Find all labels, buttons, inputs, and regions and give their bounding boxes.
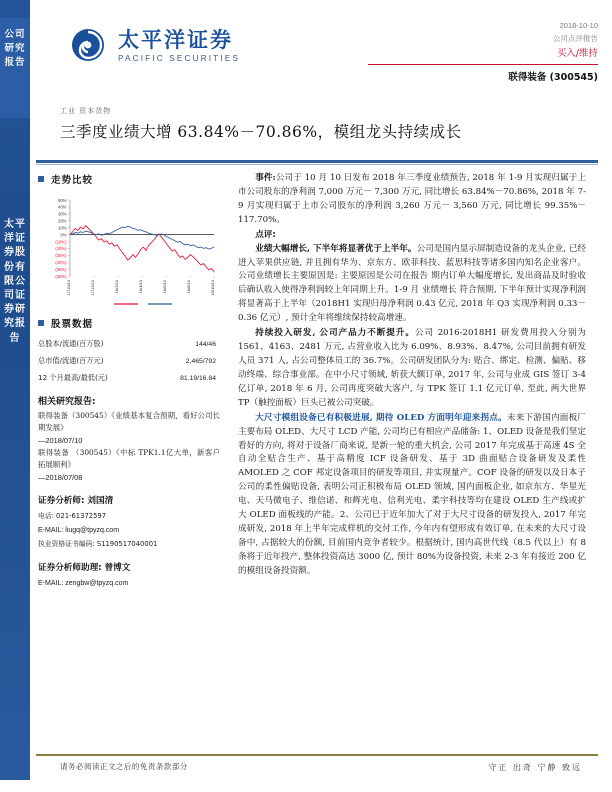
table-row bbox=[38, 336, 216, 353]
analyst-name: 证券分析师: 刘国清 bbox=[38, 495, 114, 506]
footer-divider bbox=[36, 754, 598, 756]
svg-text:(10%): (10%) bbox=[55, 239, 67, 245]
report-type: 公司点评报告 bbox=[553, 33, 598, 43]
svg-text:18/2/10: 18/2/10 bbox=[114, 280, 119, 294]
analyst-license: 执业资格证书编码: S1190517040001 bbox=[38, 539, 158, 548]
svg-text:18/8/10: 18/8/10 bbox=[186, 280, 191, 294]
assistant-email[interactable]: E-MAIL: zengbw@tpyzq.com bbox=[38, 580, 129, 588]
stock-data-section-header bbox=[38, 316, 220, 330]
svg-text:17/12/10: 17/12/10 bbox=[90, 280, 95, 296]
related-report-date: —2018/07/08 bbox=[38, 473, 83, 483]
report-date: 2018-10-10 bbox=[559, 21, 598, 30]
sector-label: 工业 资本货物 bbox=[60, 107, 112, 115]
stock-data-label: 12 个月最高/最低(元) bbox=[38, 372, 108, 382]
table-row bbox=[38, 370, 216, 387]
logo-chinese-name: 太平洋证券 bbox=[118, 27, 233, 52]
paragraph-text: 未来下游国内面板厂主要布局 OLED、大尺寸 LCD 产能, 公司均已有相应产品储备: 1、OLED 设备是我们坚定看好的方向, 将对于设备厂商来说, 是新一轮的重大机会, 公司 2017 年完成基于高速 4S 全自动全贴合生产、基于高精度 ICF 设备研发、基于 3D 曲面贴合设备研发及柔性 AMOLED 之 COF 邦定设备项目的研发等项目, 并实现量产。COF 设备的研发以及日本子公司的柔性偏贴设备, 表明公司正积极布局 OLED 领域, 国内面板企业, 如京东方、华星光电、天马微电子、维信诺、和辉光电、信利光电、柔宇科技等均在建设 OLED 生产线或扩大 OLED 面板线的产能。2、公司已于近年加大了对于大尺寸设备的研发投入, 2017 年完成研发, 2018 年上半年完成样机的交付工作, 今年内有望形成有效订单, 在未来的大尺寸设备中, 占据较大的份额, 目前国内竞争者较少。根据统计, 国内高世代线（8.5 代以上）有 8 条将于近年投产, 整体投资高达 3000 亿, 预计 80%为设备投资, 未来 2-3 年有接近 200 亿的模组设备投资额。 bbox=[238, 412, 586, 576]
analyst-email[interactable]: E-MAIL: liugq@tpyzq.com bbox=[38, 526, 120, 534]
paragraph-lead: 业绩大幅增长, 下半年将显著优于上半年。 bbox=[255, 243, 417, 254]
price-trend-chart bbox=[40, 192, 218, 312]
svg-text:(30%): (30%) bbox=[55, 253, 67, 259]
square-bullet-icon bbox=[38, 320, 44, 326]
title-divider-thin bbox=[36, 164, 598, 165]
report-header-meta bbox=[368, 20, 598, 83]
logo-text bbox=[118, 27, 240, 63]
square-bullet-icon bbox=[38, 176, 44, 182]
svg-text:50%: 50% bbox=[58, 197, 67, 203]
svg-text:18/6/10: 18/6/10 bbox=[162, 280, 167, 294]
table-row bbox=[38, 353, 216, 370]
svg-text:40%: 40% bbox=[58, 204, 67, 210]
paragraph-lead: 事件: bbox=[255, 173, 276, 183]
paragraph-text: 公司于 10 月 10 日发布 2018 年三季度业绩预告, 2018 年 1-9 月实现归属于上市公司股东的净利润 7,000 万元－ 7,300 万元, 同比增长 63.84%－70.86%, 2018 年 7-9 月实现归属于上市公司股东的净利润 3,260 万元－ 3,560 万元, 同比增长 99.35%－117.70%。 bbox=[238, 173, 586, 225]
stock-data-label: 总市值/流通(百万元) bbox=[38, 356, 104, 366]
svg-text:30%: 30% bbox=[58, 211, 67, 217]
svg-text:0%: 0% bbox=[60, 232, 67, 238]
logo-english-name: PACIFIC SECURITIES bbox=[118, 53, 241, 64]
bottom-margin bbox=[0, 780, 612, 792]
paragraph-event bbox=[238, 172, 586, 228]
svg-text:10%: 10% bbox=[58, 225, 67, 231]
paragraph-text: 公司是国内显示屏制造设备的龙头企业, 已经进入苹果供应链, 并且拥有华为、京东方、欧菲科技、蓝思科技等诸多国内知名企业客户。公司业绩增长主要原因是: 主要原因是公司在报告 期内订单大幅度增长, 发出商品及时验收后确认收入使得净利润较上年同期上升。1-9 月 业绩增长 符合预期, 下半年预计实现净利润将显著高于上半年（2018H1 实现归母净利润 0.43 亿元, 2018 年 Q3 实现净利润 0.33－0.36 亿元）, 预计全年将维续保持较高增速。 bbox=[238, 243, 586, 324]
paragraph-lead: 大尺寸模组设备已有积极进展, 期待 OLED 方面明年迎来拐点。 bbox=[255, 412, 507, 423]
footer-motto: 守正 出奇 宁静 致远 bbox=[488, 763, 582, 772]
left-column bbox=[38, 172, 220, 591]
paragraph-rnd bbox=[238, 327, 586, 411]
assistant-name: 证券分析师助理: 曾博文 bbox=[38, 563, 131, 574]
svg-text:(40%): (40%) bbox=[55, 259, 67, 265]
svg-text:(60%): (60%) bbox=[55, 273, 67, 279]
svg-text:17/10/10: 17/10/10 bbox=[66, 280, 71, 296]
svg-text:(50%): (50%) bbox=[55, 266, 67, 272]
paragraph-performance bbox=[238, 243, 586, 327]
comment-heading: 点评: bbox=[255, 229, 276, 240]
rating-badge: 买入/维持 bbox=[556, 47, 598, 59]
stock-name-code: 联得装备 (300545) bbox=[508, 72, 598, 84]
stock-data-section-title: 股票数据 bbox=[51, 319, 94, 330]
paragraph-lead: 持续投入研发, 公司产品力不断提升。 bbox=[255, 328, 415, 339]
stock-data-label: 总股本/流通(百万股) bbox=[38, 339, 104, 349]
related-report-date: —2018/07/10 bbox=[38, 436, 83, 446]
company-logo bbox=[58, 18, 240, 72]
stock-data-value: 144/46 bbox=[195, 341, 216, 349]
trend-section-header bbox=[38, 172, 220, 186]
header-divider bbox=[368, 64, 598, 66]
sidebar-vertical-label: 太平洋证券股份有限公司证券研究报告 bbox=[4, 219, 26, 344]
related-reports-title: 相关研究报告: bbox=[38, 397, 96, 408]
page-title: 三季度业绩大增 63.84%－70.86%，模组龙头持续成长 bbox=[60, 123, 462, 141]
list-item[interactable]: 联得装备（300545）《业绩基本复合预期，看好公司长期发展》 bbox=[38, 411, 220, 433]
stock-data-value: 2,465/792 bbox=[185, 358, 216, 366]
paragraph-oled bbox=[238, 412, 586, 579]
stock-data-table bbox=[38, 336, 216, 386]
svg-text:20%: 20% bbox=[58, 218, 67, 224]
list-item[interactable]: 联得装备 （300545）《中标 TPK1.1亿大单，新客户拓展顺利》 bbox=[38, 448, 220, 470]
sidebar-top-label: 公司研究报告 bbox=[4, 29, 26, 68]
svg-text:18/4/10: 18/4/10 bbox=[138, 280, 143, 294]
trend-section-title: 走势比较 bbox=[51, 175, 94, 186]
analyst-phone: 电话: 021-61372597 bbox=[38, 511, 107, 520]
footer-disclaimer: 请务必阅读正文之后的免责条款部分 bbox=[60, 762, 188, 771]
stock-data-value: 81.19/16.84 bbox=[180, 374, 216, 382]
svg-text:18/10/10: 18/10/10 bbox=[210, 280, 215, 296]
pacific-securities-logo-icon bbox=[58, 18, 112, 72]
paragraph-text: 公司 2016-2018H1 研发费用投入分别为 1561、4163、2481 万元, 占营业收入比为 6.09%、8.93%、8.47%, 公司目前拥有研发人员 371 人, 占公司整体员工的 36.7%。公司研发团队分为: 贴合、绑定、检测、偏贴、移动终端、综合事业部。在中小尺寸领域, 斩获大额订单, 2017 年, 公司与业成 GIS 签订 3-4 亿订单, 2018 年 6 月, 公司再度突破大客户, 与 TPK 签订 1.1 亿元订单, 至此, 两大世界 TP（触控面板）巨头已被公司突破。 bbox=[238, 328, 586, 408]
main-body bbox=[238, 172, 586, 580]
svg-text:(20%): (20%) bbox=[55, 246, 67, 252]
